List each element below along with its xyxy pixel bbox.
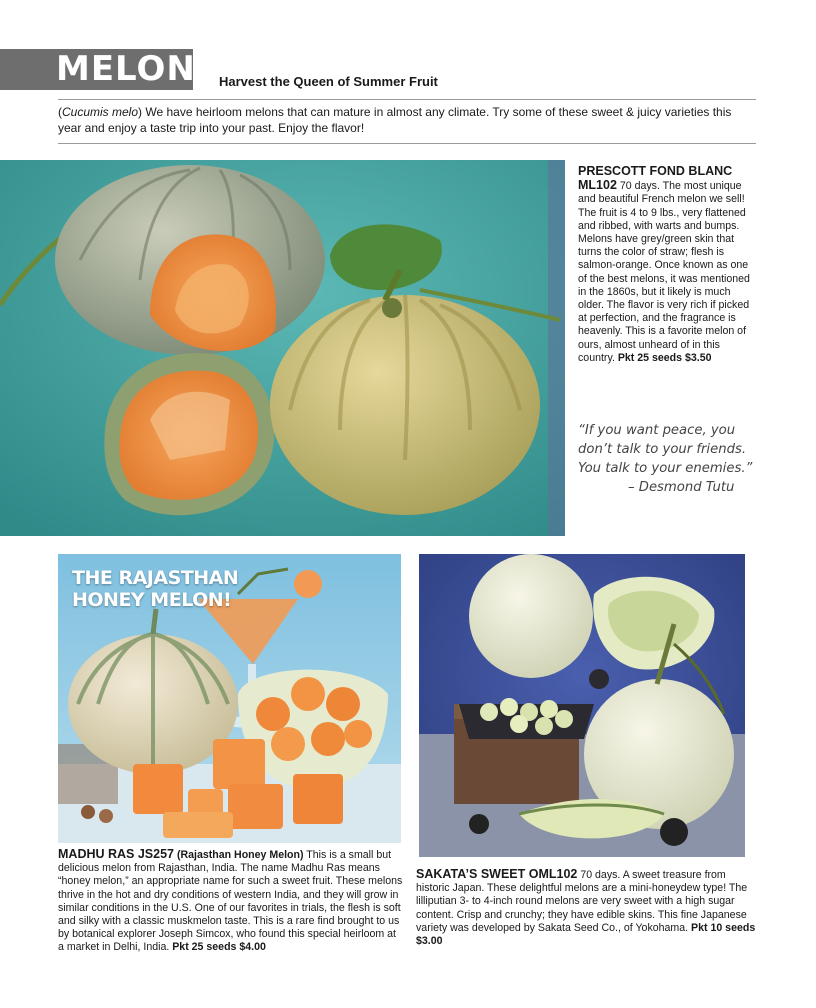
section-title: MELONS	[56, 49, 222, 89]
intro-paragraph: (Cucumis melo) We have heirloom melons that can mature in almost any climate. Try some of these sweet & juicy varieties this year and enjoy a taste trip into your past. Enjoy the flavor!	[58, 105, 732, 135]
sakata-illustration	[419, 554, 745, 857]
prescott-description	[578, 165, 752, 365]
quote-attribution: – Desmond Tutu	[628, 480, 735, 495]
quote-line-3: You talk to your enemies.”	[578, 461, 753, 476]
prescott-body: 70 days. The most unique and beautiful French melon we sell! The fruit is 4 to 9 lbs., very flattened and ribbed, with warts and bumps. Melons have grey/green skin that turns the color of straw; flesh is salmon-orange. Once known as one of the best melons, it was mentioned in the 1860s, but it likely is much older. The flavor is very rich if picked at perfection, and the fragrance is heavenly. This is a favorite melon of ours, almost unheard of in this country.	[578, 180, 750, 364]
prescott-fond-blanc-photo	[0, 160, 565, 536]
top-divider	[58, 99, 756, 100]
section-subtitle: Harvest the Queen of Summer Fruit	[219, 74, 438, 89]
quote-line-1: “If you want peace, you	[578, 423, 736, 438]
caption-line-2: HONEY MELON!	[72, 589, 232, 611]
madhu-price: Pkt 25 seeds $4.00	[172, 941, 266, 954]
prescott-name: PRESCOTT FOND BLANC	[578, 164, 733, 178]
intro-divider	[58, 143, 756, 144]
sakata-body: 70 days. A sweet treasure from historic Japan. These delightful melons are a mini-honeydew type! The lilliputian 3- to 4-inch round melons are very sweet with a high sugar content. Crisp and crunchy; they have edible skins. This fine Japanese variety was developed by Sakata Seed Co., of Yokohama.	[416, 869, 748, 934]
prescott-illustration	[0, 160, 565, 536]
madhu-subname: (Rajasthan Honey Melon)	[174, 849, 304, 861]
madhu-name: MADHU RAS JS257	[58, 847, 175, 861]
madhu-ras-photo	[58, 554, 401, 843]
madhu-photo-caption	[72, 567, 238, 611]
prescott-code: ML102	[578, 178, 617, 193]
section-banner	[0, 49, 222, 90]
prescott-price: Pkt 25 seeds $3.50	[617, 351, 712, 364]
sakatas-sweet-photo	[419, 554, 745, 857]
latin-name: Cucumis melo	[62, 105, 139, 119]
quote-block	[578, 421, 778, 497]
sakatas-sweet-description	[416, 868, 756, 948]
quote-line-2: don’t talk to your friends.	[578, 442, 747, 457]
madhu-body: This is a small but delicious melon from Rajasthan, India. The name Madhu Ras means “honey melon,” an appropriate name for such a sweet fruit. These melons thrive in the hot and dry conditions of western India, and they will grow in similar conditions in the U.S. One of our favorites in trials, the flesh is soft and silky with a classic muskmelon taste. This is a rare find brought to us by botanical explorer Joseph Simcox, who found this special heirloom at a market in Delhi, India.	[58, 849, 403, 954]
caption-line-1: THE RAJASTHAN	[72, 567, 239, 589]
sakata-name: SAKATA’S SWEET OML102	[416, 867, 578, 881]
intro-text: We have heirloom melons that can mature in almost any climate. Try some of these sweet & juicy varieties this year and enjoy a taste trip into your past. Enjoy the flavor!	[58, 105, 732, 135]
sakata-price: Pkt 10 seeds $3.00	[416, 921, 756, 948]
madhu-ras-description	[58, 848, 403, 955]
